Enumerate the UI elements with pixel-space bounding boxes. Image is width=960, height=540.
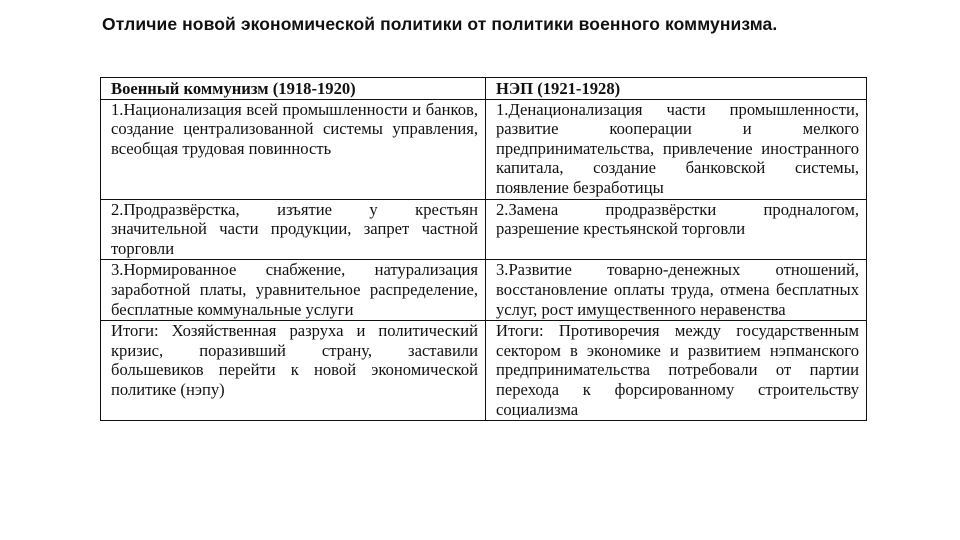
cell-nep-summary: Итоги: Противоречия между государственным сектором в экономике и развитием нэпманского предпринимательства потребовали от партии перехода к форсированному строительству социализма (486, 321, 867, 421)
table-header-row (101, 78, 867, 100)
table-row (101, 260, 867, 321)
cell-nep: 1.Денационализация части промышленности, развитие кооперации и мелкого предпринимательства, привлечение иностранного капитала, создание банковской системы, появление безработицы (486, 99, 867, 199)
header-nep: НЭП (1921-1928) (486, 78, 867, 100)
cell-nep: 3.Развитие товарно-денежных отношений, восстановление оплаты труда, отмена бесплатных услуг, рост имущественного неравенства (486, 260, 867, 321)
table-row (101, 199, 867, 260)
table-row (101, 321, 867, 421)
cell-war-communism: 2.Продразвёрстка, изъятие у крестьян значительной части продукции, запрет частной торговли (101, 199, 486, 260)
cell-war-communism: 1.Национализация всей промышленности и банков, создание централизованной системы управления, всеобщая трудовая повинность (101, 99, 486, 199)
page-title: Отличие новой экономической политики от политики военного коммунизма. (102, 14, 778, 34)
header-war-communism: Военный коммунизм (1918-1920) (101, 78, 486, 100)
cell-war-communism-summary: Итоги: Хозяйственная разруха и политический кризис, поразивший страну, заставили большевиков перейти к новой экономической политике (нэпу) (101, 321, 486, 421)
cell-war-communism: 3.Нормированное снабжение, натурализация заработной платы, уравнительное распределение, бесплатные коммунальные услуги (101, 260, 486, 321)
comparison-table (100, 77, 867, 421)
table-row (101, 99, 867, 199)
cell-nep: 2.Замена продразвёрстки продналогом, разрешение крестьянской торговли (486, 199, 867, 260)
